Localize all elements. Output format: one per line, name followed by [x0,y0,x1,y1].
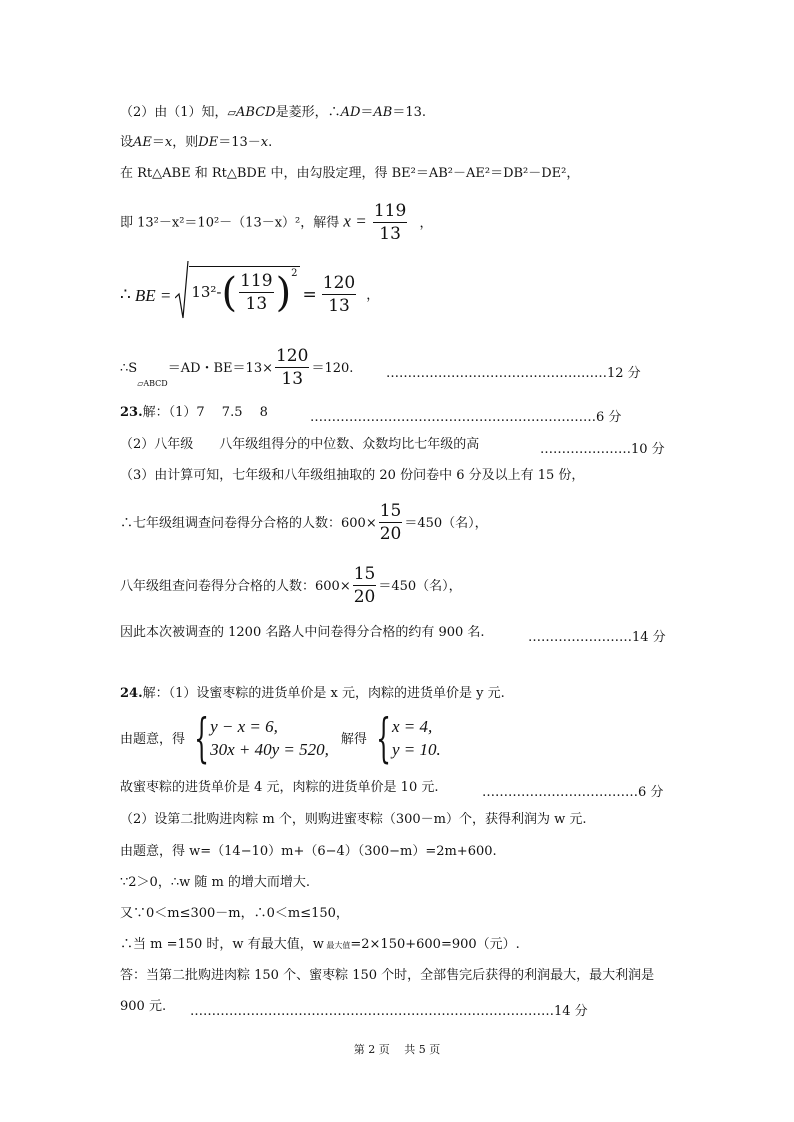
text: （2）由（1）知， [120,105,228,120]
score-leader: ………………………………6 分 [482,785,664,800]
text: DE [198,135,219,150]
q24-line-3: 故蜜枣粽的进货单价是 4 元，肉粽的进货单价是 10 元. [120,780,439,795]
text: ＝AD・BE＝13× [167,360,273,376]
radical-sign-icon [175,260,189,322]
question-number: 23. [120,405,143,420]
q24-line-7: 又∵0＜m≤300－m，∴0＜m≤150， [120,906,349,921]
therefore-symbol: ∴ [120,284,131,305]
line-p2-2 [120,136,272,149]
text: . [268,135,273,150]
q23-line-4 [120,503,488,543]
text: ， [419,215,433,231]
left-brace: { [194,709,210,769]
text: ＝ [151,135,165,150]
sqrt-expression [175,268,299,322]
q24-line-6: ∵2＞0，∴w 随 m 的增大而增大. [120,875,311,890]
score-leader: …………………………………………………………6 分 [310,410,622,425]
text: 解得 [340,731,367,747]
line-p2-4 [120,203,432,243]
numerator: 119 [240,270,273,291]
text: AD [340,105,361,120]
equation: 30x + 40y = 520, [210,740,329,759]
text: AE [133,135,152,150]
subscript: 最大值 [323,941,351,950]
line-p2-6 [120,348,353,388]
line-p2-1 [120,106,426,119]
equation: y − x = 6, [210,717,278,737]
numerator: 120 [322,273,356,293]
line-p2-5 [120,268,379,322]
q24-line-4: （2）设第二批购进肉粽 m 个，则购进蜜枣粽（300－m）个，获得利润为 w 元. [120,812,587,827]
text: ∴当 m =150 时，w 有最大值，w [120,937,324,952]
text: 解：（1）7 7.5 8 [142,405,268,420]
math-x: x = [343,211,367,231]
score-leader: ……………………14 分 [528,630,666,645]
fraction [353,566,377,606]
fraction [239,270,273,314]
math-be: BE = [134,285,172,305]
text: 13²- [191,283,222,301]
q23-line-3: （3）由计算可知，七年级和八年级组抽取的 20 份问卷中 6 分及以上有 15 份， [120,468,585,483]
page-footer: 第 2 页 共 5 页 [353,1043,441,1056]
text: 是菱形，∴ [275,105,341,120]
q24-equation-line [120,709,441,769]
q24-line-5: 由题意，得 w=（14−10）m+（6−4）（300−m）=2m+600. [120,844,497,859]
q24-line-10: 900 元. [120,999,167,1014]
left-paren: ( [221,269,238,316]
text: ， [366,287,380,303]
text: ABCD [236,105,276,120]
equation: x = 4, [392,717,433,737]
q24-line-9: 答：当第二批购进肉粽 150 个、蜜枣粽 150 个时，全部售完后获得的利润最大，最大利润是 [120,968,655,983]
q24-line-8 [120,938,520,951]
denominator: 20 [353,587,376,607]
text: ＝13－ [218,135,261,150]
question-number: 24. [120,686,143,701]
text: =2×150+600=900（元）. [350,937,520,952]
text: x [260,135,269,150]
radicand [189,266,299,316]
denominator: 13 [328,296,350,316]
fraction [322,275,356,315]
exponent: 2 [291,267,298,279]
text: 由题意，得 [120,731,186,747]
text: AB [373,105,393,120]
text: ＝120. [311,360,354,376]
text: 即 13²－x²＝10²－（13－x）²，解得 [120,215,340,231]
text: ＝ [360,105,374,120]
text: ＝13. [392,105,427,120]
q23-line-5 [120,566,462,606]
fraction [379,503,403,543]
score-leader: …………………………………………………………………………14 分 [190,1004,588,1019]
right-paren: ) [275,269,292,316]
fraction [275,348,309,388]
numerator: 15 [379,501,402,521]
equation: y = 10. [392,740,441,759]
q23-line-6: 因此本次被调查的 1200 名路人中问卷得分合格的约有 900 名. [120,625,485,640]
fraction [373,203,407,243]
text: ＝450（名）， [378,578,462,594]
text: ∴S [120,360,138,376]
numerator: 15 [353,564,376,584]
text: 设 [120,135,134,150]
denominator: 13 [281,369,304,389]
parallelogram-icon: ▱ [227,106,237,119]
subscript: ▱ABCD [137,379,168,388]
text: ∴七年级组调查问卷得分合格的人数：600× [120,515,377,531]
text: 解：（1）设蜜枣粽的进货单价是 x 元，肉粽的进货单价是 y 元. [142,686,505,701]
q23-line-1 [120,406,268,419]
equation-system [210,716,329,762]
q23-line-2: （2）八年级 八年级组得分的中位数、众数均比七年级的高 [120,437,480,452]
text: ，则 [172,135,199,150]
equals: = [302,284,317,305]
q24-line-1 [120,687,505,700]
score-leader: …………………10 分 [540,442,665,457]
text: 八年级组查问卷得分合格的人数：600× [120,578,351,594]
text: ＝450（名）， [404,515,488,531]
denominator: 20 [379,524,402,544]
left-brace: { [376,709,391,769]
solution-system [392,716,441,762]
line-p2-3: 在 Rt△ABE 和 Rt△BDE 中，由勾股定理，得 BE²＝AB²－AE²＝DB²－DE²， [120,166,580,181]
denominator: 13 [245,293,268,314]
numerator: 119 [373,201,407,221]
numerator: 120 [275,346,309,366]
text: x [164,135,173,150]
score-leader: ……………………………………………12 分 [386,366,641,381]
denominator: 13 [379,224,401,244]
